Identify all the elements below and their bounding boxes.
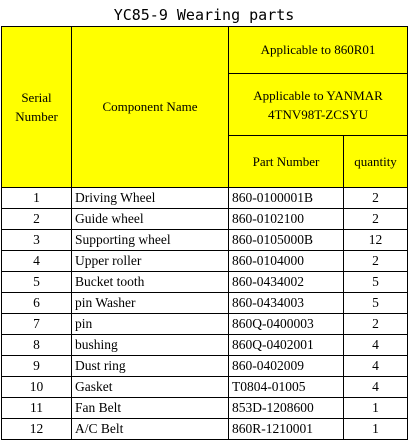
table-row <box>2 251 408 272</box>
table-row <box>2 209 408 230</box>
serial-cell: 7 <box>2 314 72 335</box>
quantity-cell: 12 <box>344 230 408 251</box>
serial-cell: 9 <box>2 356 72 377</box>
table-row <box>2 230 408 251</box>
part-number-cell: 860-0105000B <box>229 230 344 251</box>
header-part-number: Part Number <box>229 136 344 188</box>
component-name-cell: Dust ring <box>72 356 229 377</box>
quantity-cell: 2 <box>344 251 408 272</box>
quantity-cell: 1 <box>344 398 408 419</box>
table-row <box>2 356 408 377</box>
table-row <box>2 419 408 440</box>
component-name-cell: Supporting wheel <box>72 230 229 251</box>
table-row <box>2 335 408 356</box>
part-number-cell: T0804-01005 <box>229 377 344 398</box>
header-applicable-model: Applicable to 860R01 <box>229 27 408 74</box>
serial-cell: 10 <box>2 377 72 398</box>
serial-cell: 2 <box>2 209 72 230</box>
header-quantity: quantity <box>344 136 408 188</box>
component-name-cell: pin <box>72 314 229 335</box>
part-number-cell: 860-0402009 <box>229 356 344 377</box>
serial-cell: 1 <box>2 188 72 209</box>
quantity-cell: 4 <box>344 377 408 398</box>
component-name-cell: pin Washer <box>72 293 229 314</box>
serial-cell: 6 <box>2 293 72 314</box>
quantity-cell: 5 <box>344 293 408 314</box>
table-row <box>2 188 408 209</box>
part-number-cell: 860Q-0400003 <box>229 314 344 335</box>
table-row <box>2 377 408 398</box>
quantity-cell: 2 <box>344 314 408 335</box>
header-serial-number: Serial Number <box>2 27 72 188</box>
table-row <box>2 314 408 335</box>
component-name-cell: Upper roller <box>72 251 229 272</box>
part-number-cell: 860-0100001B <box>229 188 344 209</box>
quantity-cell: 1 <box>344 419 408 440</box>
wearing-parts-table <box>1 26 408 440</box>
serial-cell: 3 <box>2 230 72 251</box>
part-number-cell: 860-0434003 <box>229 293 344 314</box>
component-name-cell: Fan Belt <box>72 398 229 419</box>
table-row <box>2 293 408 314</box>
quantity-cell: 2 <box>344 209 408 230</box>
serial-cell: 8 <box>2 335 72 356</box>
component-name-cell: Gasket <box>72 377 229 398</box>
serial-cell: 12 <box>2 419 72 440</box>
component-name-cell: Bucket tooth <box>72 272 229 293</box>
serial-cell: 5 <box>2 272 72 293</box>
header-component-name: Component Name <box>72 27 229 188</box>
quantity-cell: 5 <box>344 272 408 293</box>
quantity-cell: 4 <box>344 356 408 377</box>
component-name-cell: bushing <box>72 335 229 356</box>
part-number-cell: 860-0104000 <box>229 251 344 272</box>
parts-rows <box>2 188 408 440</box>
part-number-cell: 860-0434002 <box>229 272 344 293</box>
part-number-cell: 860Q-0402001 <box>229 335 344 356</box>
part-number-cell: 860-0102100 <box>229 209 344 230</box>
part-number-cell: 860R-1210001 <box>229 419 344 440</box>
serial-cell: 4 <box>2 251 72 272</box>
page-title: YC85-9 Wearing parts <box>113 6 295 24</box>
table-row <box>2 398 408 419</box>
header-applicable-engine: Applicable to YANMAR 4TNV98T-ZCSYU <box>229 74 408 136</box>
table-row <box>2 272 408 293</box>
serial-cell: 11 <box>2 398 72 419</box>
quantity-cell: 2 <box>344 188 408 209</box>
part-number-cell: 853D-1208600 <box>229 398 344 419</box>
component-name-cell: Driving Wheel <box>72 188 229 209</box>
header-row <box>2 27 408 74</box>
quantity-cell: 4 <box>344 335 408 356</box>
component-name-cell: Guide wheel <box>72 209 229 230</box>
component-name-cell: A/C Belt <box>72 419 229 440</box>
